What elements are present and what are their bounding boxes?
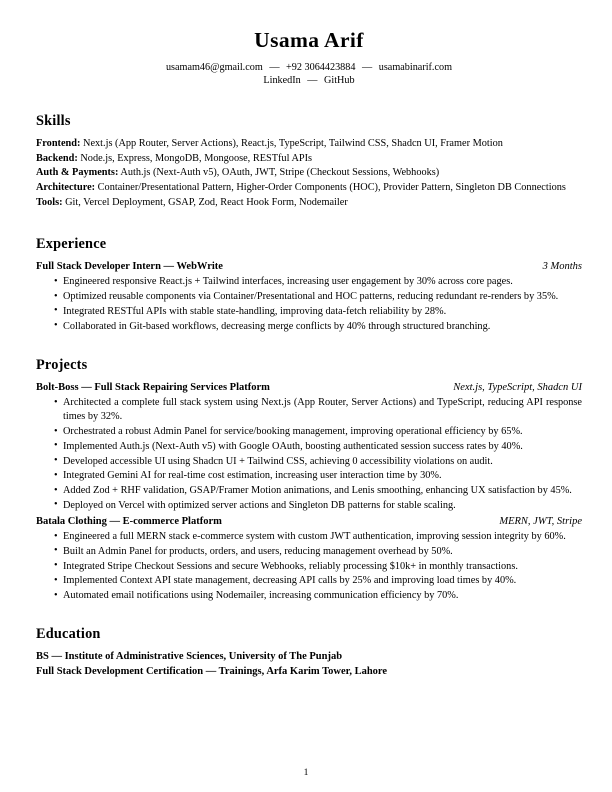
resume-body xyxy=(36,28,582,680)
section-experience xyxy=(36,236,582,334)
list-item: • Engineered a full MERN stack e-commerce system with custom JWT authentication, improving session integrity by 60%. xyxy=(36,530,582,544)
section-title-education: Education xyxy=(36,626,101,643)
list-item: • Added Zod + RHF validation, GSAP/Framer Motion animations, and Lenis smoothing, enhancing UX satisfaction by 45%. xyxy=(36,484,582,498)
entry-tech-stack: Next.js, TypeScript, Shadcn UI xyxy=(453,381,582,393)
section-title-skills: Skills xyxy=(36,113,71,130)
entry-duration: 3 Months xyxy=(542,261,582,273)
contact-separator: — xyxy=(362,61,373,73)
skill-value: Container/Presentational Pattern, Higher-Order Components (HOC), Provider Pattern, Singleton DB Connections xyxy=(97,181,566,193)
list-item: • Deployed on Vercel with optimized server actions and Singleton DB patterns for stable scaling. xyxy=(36,499,582,513)
section-skills xyxy=(36,113,582,210)
list-item: • Implemented Auth.js (Next-Auth v5) with Google OAuth, boosting authenticated session success rates by 40%. xyxy=(36,440,582,454)
list-item: • Implemented Context API state management, decreasing API calls by 25% and improving load times by 40%. xyxy=(36,574,582,588)
contact-line-primary xyxy=(36,61,582,75)
skill-row xyxy=(36,166,582,181)
skill-label: Frontend: xyxy=(36,138,81,150)
entry-title: Batala Clothing — E-commerce Platform xyxy=(36,516,222,528)
skill-value: Next.js (App Router, Server Actions), React.js, TypeScript, Tailwind CSS, Shadcn UI, Framer Motion xyxy=(83,138,503,150)
entry-tech-stack: MERN, JWT, Stripe xyxy=(499,516,582,528)
resume-header xyxy=(36,28,582,88)
skill-value: Auth.js (Next-Auth v5), OAuth, JWT, Stripe (Checkout Sessions, Webhooks) xyxy=(120,167,440,179)
contact-separator: — xyxy=(307,75,318,87)
list-item: • Architected a complete full stack system using Next.js (App Router, Server Actions) and TypeScript, reducing API response times by 32%. xyxy=(36,396,582,425)
skill-value: Git, Vercel Deployment, GSAP, Zod, React Hook Form, Nodemailer xyxy=(65,196,348,208)
section-education xyxy=(36,626,582,680)
page-number: 1 xyxy=(303,767,309,778)
contact-separator: — xyxy=(269,61,280,73)
education-row: Full Stack Development Certification — Trainings, Arfa Karim Tower, Lahore xyxy=(36,666,388,678)
project-entry xyxy=(36,515,582,603)
entry-bullet-list xyxy=(36,275,582,334)
list-item: • Optimized reusable components via Container/Presentational and HOC patterns, reducing redundant re-renders by 35%. xyxy=(36,290,582,304)
skill-row xyxy=(36,181,582,196)
list-item: • Engineered responsive React.js + Tailwind interfaces, increasing user engagement by 30% across core pages. xyxy=(36,275,582,289)
skill-value: Node.js, Express, MongoDB, Mongoose, RESTful APIs xyxy=(80,152,313,164)
skill-row xyxy=(36,152,582,167)
skill-label: Backend: xyxy=(36,152,78,164)
entry-bullet-list xyxy=(36,530,582,603)
entry-title: Bolt-Boss — Full Stack Repairing Services Platform xyxy=(36,381,270,393)
candidate-name: Usama Arif xyxy=(254,28,364,52)
skill-label: Architecture: xyxy=(36,181,96,193)
section-projects xyxy=(36,357,582,604)
section-title-projects: Projects xyxy=(36,356,88,373)
skill-label: Auth & Payments: xyxy=(36,167,119,179)
entry-title: Full Stack Developer Intern — WebWrite xyxy=(36,261,223,273)
skill-row xyxy=(36,196,582,211)
website-link[interactable]: usamabinarif.com xyxy=(378,61,453,73)
skill-label: Tools: xyxy=(36,196,63,208)
section-title-experience: Experience xyxy=(36,236,107,253)
list-item: • Orchestrated a robust Admin Panel for service/booking management, improving operational efficiency by 65%. xyxy=(36,425,582,439)
list-item: • Integrated Gemini AI for real-time cost estimation, increasing user interaction time by 30%. xyxy=(36,469,582,483)
entry-header xyxy=(36,515,582,529)
project-entry xyxy=(36,381,582,513)
list-item: • Integrated RESTful APIs with stable state-handling, improving data-fetch reliability by 28%. xyxy=(36,305,582,319)
github-link[interactable]: GitHub xyxy=(324,75,355,87)
entry-header xyxy=(36,260,582,274)
linkedin-link[interactable]: LinkedIn xyxy=(263,75,301,87)
entry-header xyxy=(36,381,582,395)
education-row: BS — Institute of Administrative Sciences, University of The Punjab xyxy=(36,651,343,663)
list-item: • Integrated Stripe Checkout Sessions and secure Webhooks, reliably processing $10k+ in monthly transactions. xyxy=(36,560,582,574)
skill-row xyxy=(36,137,582,152)
list-item: • Automated email notifications using Nodemailer, increasing communication efficiency by 70%. xyxy=(36,589,582,603)
list-item: • Built an Admin Panel for products, orders, and users, reducing management overhead by 50%. xyxy=(36,545,582,559)
email-text: usamam46@gmail.com xyxy=(165,61,263,73)
list-item: • Collaborated in Git-based workflows, decreasing merge conflicts by 40% through structured branching. xyxy=(36,320,582,334)
contact-line-secondary xyxy=(36,74,582,88)
experience-entry xyxy=(36,260,582,334)
list-item: • Developed accessible UI using Shadcn UI + Tailwind CSS, achieving 0 accessibility violations on audit. xyxy=(36,455,582,469)
phone-text: +92 3064423884 xyxy=(286,61,356,73)
entry-bullet-list xyxy=(36,396,582,513)
